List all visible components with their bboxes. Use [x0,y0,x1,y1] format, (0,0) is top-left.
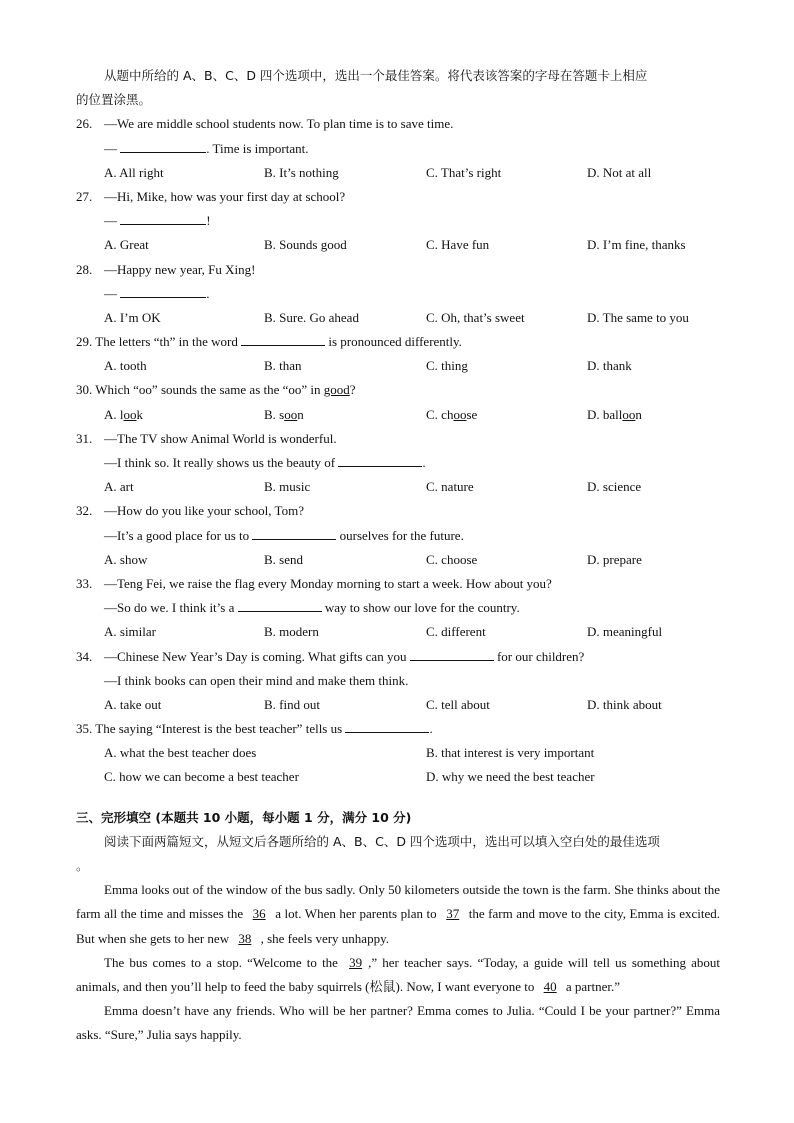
question-26-reply [76,137,720,161]
passage-paragraph-2: The bus comes to a stop. “Welcome to the 39 ,” her teacher says. “Today, a guide will tell us something about animals, and then you’ll help to feed the baby squirrels (松鼠). Now, I want everyone to 40 a partner.” [76,954,721,994]
question-35 [76,717,720,741]
option-d: D. think about [587,696,662,712]
option-b: B. music [264,479,311,495]
question-26-options [76,161,720,185]
option-a: A. I’m OK [104,309,161,325]
option-d: D. thank [587,358,632,374]
question-31-options [76,475,720,499]
section-intro-line-2: 。 [76,858,89,873]
question-text-tail: ? [349,382,356,398]
cloze-blank-40: 40 [543,979,557,994]
option-a: A. look [104,406,143,422]
option-c: C. thing [426,358,468,374]
question-27-reply [76,209,720,233]
option-c: C. tell about [426,696,490,712]
option-b: B. soon [264,406,304,422]
answer-blank [338,452,422,467]
question-34-options [76,693,720,717]
question-30 [76,378,720,402]
reply-text: —It’s a good place for us to [104,527,253,543]
reply-dash: — [104,140,121,156]
reply-dash: — [104,213,121,229]
option-c: C. different [426,624,486,640]
question-32 [76,499,720,523]
question-28-reply [76,282,720,306]
question-33-reply [76,596,720,620]
option-c: C. Have fun [426,237,490,253]
question-text: —How do you like your school, Tom? [104,503,304,519]
reply-tail: ourselves for the future. [336,527,464,543]
option-a: A. All right [104,164,164,180]
option-c: C. Oh, that’s sweet [426,309,525,325]
option-b: B. It’s nothing [264,164,339,180]
option-d: D. I’m fine, thanks [587,237,686,253]
reply-tail: . Time is important. [206,140,309,156]
reply-text: —I think so. It really shows us the beauty of [104,455,339,470]
answer-blank [241,331,325,346]
question-number: 32. [76,503,93,519]
question-text: —Chinese New Year’s Day is coming. What gifts can you [104,648,410,664]
option-a: A. show [104,551,148,567]
question-text-tail: . [429,721,433,737]
question-text: —Hi, Mike, how was your first day at school? [104,188,346,204]
option-a: A. art [104,479,134,495]
option-b: B. modern [264,624,319,640]
option-b: B. Sounds good [264,237,347,253]
section-title: 三、完形填空 (本题共 10 小题，每小题 1 分，满分 10 分) [76,809,412,825]
question-31 [76,427,720,451]
reply-tail: ! [206,213,211,229]
question-29 [76,330,720,354]
option-d: D. balloon [587,406,642,422]
question-35-options-row-1 [76,741,720,765]
section-intro-line-1: 阅读下面两篇短文，从短文后各题所给的 A、B、C、D 四个选项中，选出可以填入空白处的最佳选项 [104,833,660,849]
option-b: B. Sure. Go ahead [264,309,359,325]
option-c: C. choose [426,406,478,422]
option-d: D. meaningful [587,624,663,640]
question-34 [76,645,720,669]
answer-blank [238,597,322,612]
reply-tail: . [206,285,210,301]
cloze-blank-36: 36 [252,906,266,922]
question-text: —We are middle school students now. To plan time is to save time. [104,116,454,132]
question-33-options [76,620,720,644]
passage-paragraph-1: Emma looks out of the window of the bus sadly. Only 50 kilometers outside the town is the farm. She thinks about the farm all the time and misses the 36 a lot. When her parents plan to 37 the farm and move to the city, Emma is excited. But when she gets to her new 38 , she feels very unhappy. [76,882,721,946]
option-b: B. than [264,358,302,374]
instruction-line-1: 从题中所给的 A、B、C、D 四个选项中，选出一个最佳答案。将代表该答案的字母在答题卡上相应 [104,68,648,83]
option-d: D. The same to you [587,309,689,325]
answer-blank [120,210,206,225]
question-text: —Teng Fei, we raise the flag every Monday morning to start a week. How about you? [104,575,552,591]
question-number: 34. [76,648,93,664]
question-28-options [76,306,720,330]
question-32-options [76,548,720,572]
option-c: C. how we can become a best teacher [104,769,299,785]
question-28 [76,258,720,282]
passage-paragraph-3: Emma doesn’t have any friends. Who will be her partner? Emma comes to Julia. “Could I be your partner?” Emma asks. “Sure,” Julia says happily. [76,1003,720,1043]
answer-blank [120,283,206,298]
reply-tail: way to show our love for the country. [321,600,520,616]
reply-text: —I think books can open their mind and make them think. [104,672,409,688]
cloze-blank-37: 37 [446,906,460,922]
underlined-word: good [323,382,350,398]
question-text: —Happy new year, Fu Xing! [104,261,256,277]
question-text-tail: for our children? [493,648,585,664]
answer-blank [345,718,429,733]
reply-text: —So do we. I think it’s a [104,600,238,616]
question-number: 26. [76,116,93,132]
exam-page [76,64,720,1048]
cloze-blank-39: 39 [349,954,363,970]
question-27 [76,185,720,209]
answer-blank [120,138,206,153]
question-29-options [76,354,720,378]
option-c: C. choose [426,551,478,567]
option-d: D. science [587,479,642,495]
answer-blank [252,525,336,540]
question-text: 29. The letters “th” in the word [76,334,242,350]
question-text: 30. Which “oo” sounds the same as the “oo” in [76,382,324,398]
question-text-tail: is pronounced differently. [325,334,462,350]
question-27-options [76,233,720,257]
option-a: A. Great [104,237,149,253]
question-30-options [76,403,720,427]
option-b: B. find out [264,696,320,712]
question-26 [76,112,720,136]
question-number: 33. [76,575,93,591]
cloze-blank-38: 38 [238,930,252,946]
option-c: C. That’s right [426,164,502,180]
option-a: A. take out [104,696,162,712]
option-a: A. tooth [104,358,147,374]
option-c: C. nature [426,479,474,495]
question-number: 31. [76,430,93,446]
question-33 [76,572,720,596]
option-d: D. prepare [587,551,642,567]
answer-blank [410,646,494,661]
question-35-options-row-2 [76,765,720,789]
question-32-reply [76,524,720,548]
reply-tail: . [422,455,426,470]
instruction-line-2: 的位置涂黑。 [76,92,152,108]
option-d: D. why we need the best teacher [426,769,595,785]
question-31-reply [76,451,720,475]
option-b: B. send [264,551,303,567]
question-text: 35. The saying “Interest is the best teacher” tells us [76,721,346,737]
question-text: —The TV show Animal World is wonderful. [104,430,337,446]
question-34-reply [76,669,720,693]
reply-dash: — [104,285,121,301]
option-a: A. what the best teacher does [104,745,257,761]
question-number: 27. [76,188,93,204]
question-number: 28. [76,261,93,277]
option-b: B. that interest is very important [426,745,595,761]
option-a: A. similar [104,624,156,640]
option-d: D. Not at all [587,164,652,180]
